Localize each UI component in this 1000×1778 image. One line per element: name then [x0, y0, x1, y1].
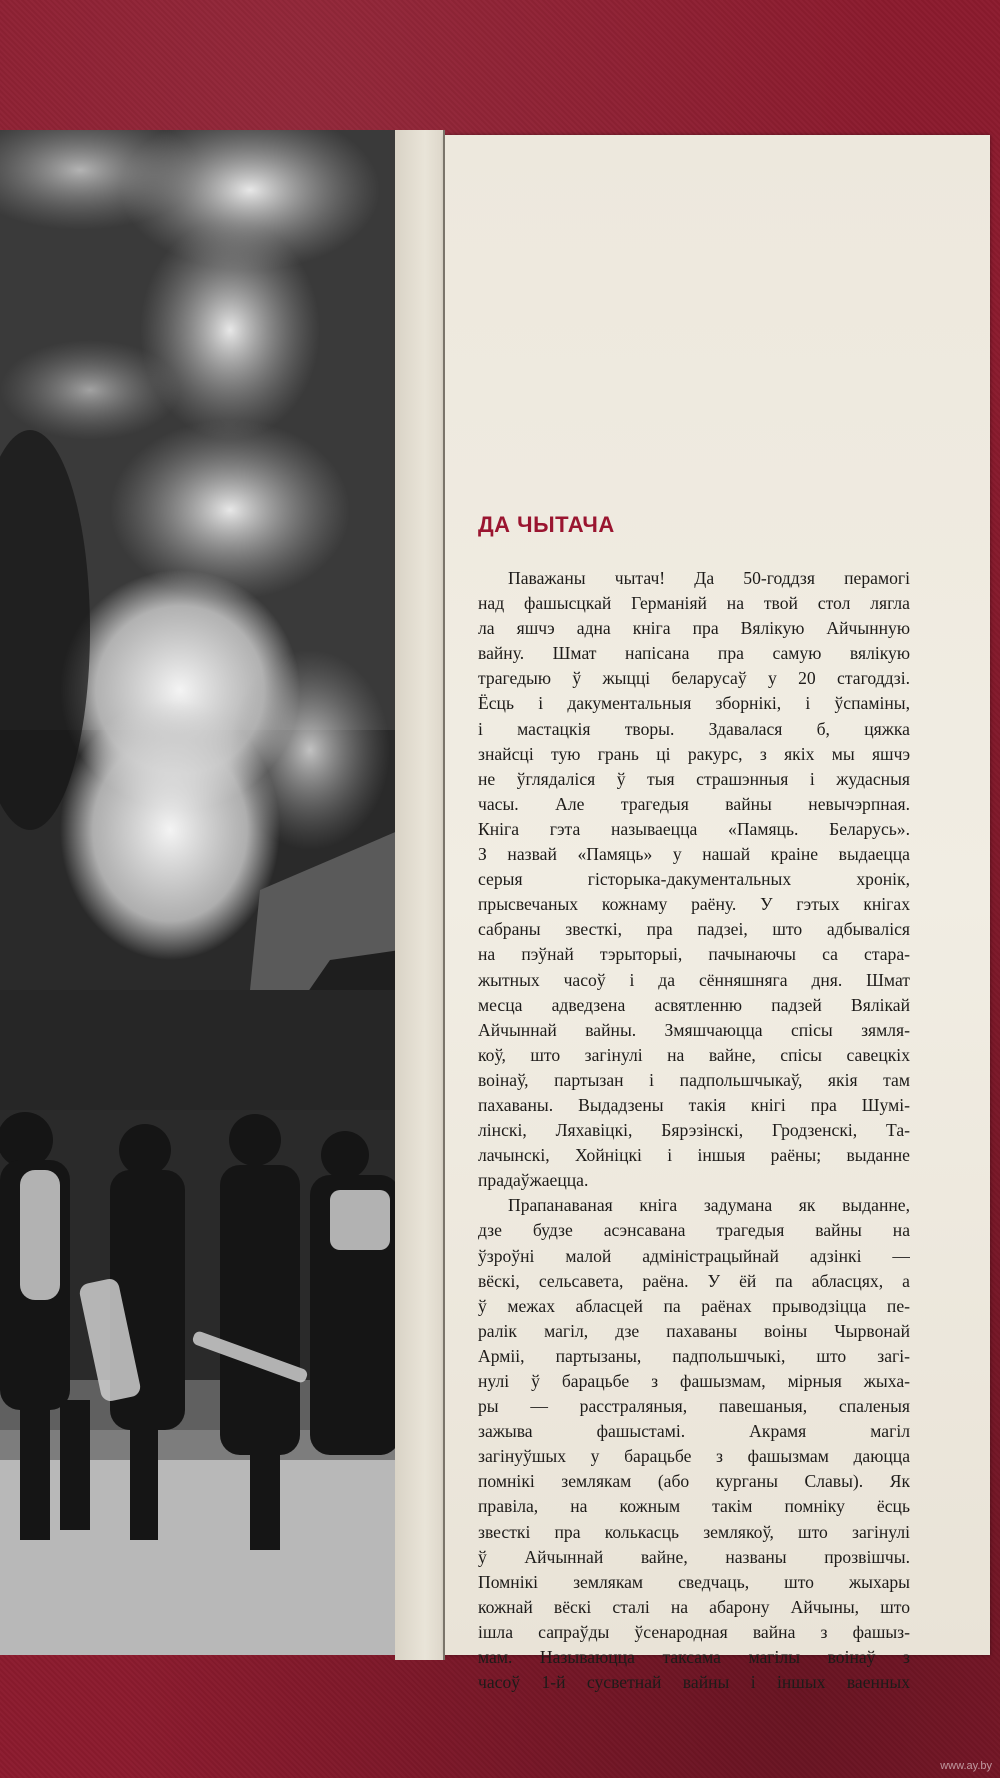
- text-line: Прапанаваная кніга задумана як выданне,: [508, 1195, 910, 1216]
- text-line: зажыва фашыстамі. Акрамя магіл: [478, 1421, 910, 1442]
- text-line: помнікі землякам (або курганы Славы). Як: [478, 1471, 910, 1492]
- text-line: жытных часоў і да сённяшняга дня. Шмат: [478, 969, 910, 990]
- text-line: З назвай «Памяць» у нашай краіне выдаецца: [478, 844, 910, 865]
- text-line: ў Айчыннай вайне, названы прозвішчы.: [478, 1546, 910, 1567]
- text-line: правіла, на кожным такім помніку ёсць: [478, 1496, 910, 1517]
- text-line: на пэўнай тэрыторыі, пачынаючы са стара-: [478, 944, 910, 965]
- text-line: Паважаны чытач! Да 50-годдзя перамогі: [508, 568, 910, 588]
- text-line: над фашысцкай Германіяй на твой стол лягла: [478, 593, 910, 614]
- text-line: ў межах абласцей па раёнах прыводзіцца пе-: [478, 1295, 910, 1316]
- text-line: часы. Але трагедыя вайны невычэрпная.: [478, 793, 910, 814]
- text-line: дзе будзе асэнсавана трагедыя вайны на: [478, 1220, 910, 1241]
- text-line: мам. Называюцца таксама магілы воінаў з: [478, 1647, 910, 1668]
- watermark: www.ay.by: [940, 1760, 992, 1772]
- text-line: часоў 1-й сусветнай вайны і іншых ваенных: [478, 1672, 910, 1693]
- text-line: і мастацкія творы. Здавалася б, цяжка: [478, 718, 910, 739]
- text-line: лачынскі, Хойніцкі і іншыя раёны; выданне: [478, 1145, 910, 1166]
- text-line: кожнай вёскі сталі на абарону Айчыны, што: [478, 1596, 910, 1617]
- text-line: прысвечаных кожнаму раёну. У гэтых кнігах: [478, 894, 910, 915]
- text-line: Айчыннай вайны. Змяшчаюцца спісы зямля-: [478, 1019, 910, 1040]
- text-line: Ёсць і дакументальныя зборнікі, і ўспаміны,: [478, 693, 910, 714]
- page-spine: [395, 130, 445, 1660]
- text-line: звесткі пра колькасць землякоў, што загінулі: [478, 1521, 910, 1542]
- text-line: ры — расстраляныя, павешаныя, спаленыя: [478, 1396, 910, 1417]
- text-line: сабраны звесткі, пра падзеі, што адбываліся: [478, 919, 910, 940]
- text-line: не ўглядаліся ў тыя страшэнныя і жудасныя: [478, 768, 910, 789]
- text-line: воінаў, партызан і падпольшчыкаў, якія там: [478, 1069, 910, 1090]
- text-line: коў, што загінулі на вайне, спісы савецкіх: [478, 1044, 910, 1065]
- page-edge: [443, 130, 445, 1660]
- text-line: ла яшчэ адна кніга пра Вялікую Айчынную: [478, 618, 910, 639]
- text-line: серыя гісторыка-дакументальных хронік,: [478, 869, 910, 890]
- text-line: прадаўжаецца.: [478, 1170, 589, 1191]
- war-photograph: [0, 130, 400, 1655]
- text-line: пахаваны. Выдадзены такія кнігі пра Шумі-: [478, 1094, 910, 1115]
- text-line: месца адведзена асвятленню падзей Вялікай: [478, 994, 910, 1015]
- article-body: [478, 566, 910, 1695]
- text-line: Кніга гэта называецца «Памяць. Беларусь».: [478, 818, 910, 839]
- text-line: ўзроўні малой адміністрацыйнай адзінкі —: [478, 1245, 910, 1266]
- text-line: нулі ў барацьбе з фашызмам, мірныя жыха-: [478, 1371, 910, 1391]
- text-line: загінуўшых у барацьбе з фашызмам даюцца: [478, 1446, 910, 1467]
- text-line: ралік магіл, дзе пахаваны воіны Чырвонай: [478, 1320, 910, 1341]
- text-line: вайну. Шмат напісана пра самую вялікую: [478, 643, 910, 664]
- text-line: трагедыю ў жыцці беларусаў у 20 стагоддзі.: [478, 668, 910, 689]
- text-line: Арміі, партызаны, падпольшчыкі, што загі-: [478, 1345, 910, 1366]
- text-line: Помнікі землякам сведчаць, што жыхары: [478, 1571, 910, 1592]
- article-heading: ДА ЧЫТАЧА: [478, 512, 615, 537]
- text-line: знайсці тую грань ці ракурс, з якіх мы яшчэ: [478, 743, 910, 764]
- text-line: лінскі, Ляхавіцкі, Бярэзінскі, Гродзенскі, Та-: [478, 1120, 910, 1141]
- text-line: ішла сапраўды ўсенародная вайна з фашыз-: [478, 1621, 910, 1642]
- text-line: вёскі, сельсавета, раёна. У ёй па абласцях, а: [478, 1270, 910, 1291]
